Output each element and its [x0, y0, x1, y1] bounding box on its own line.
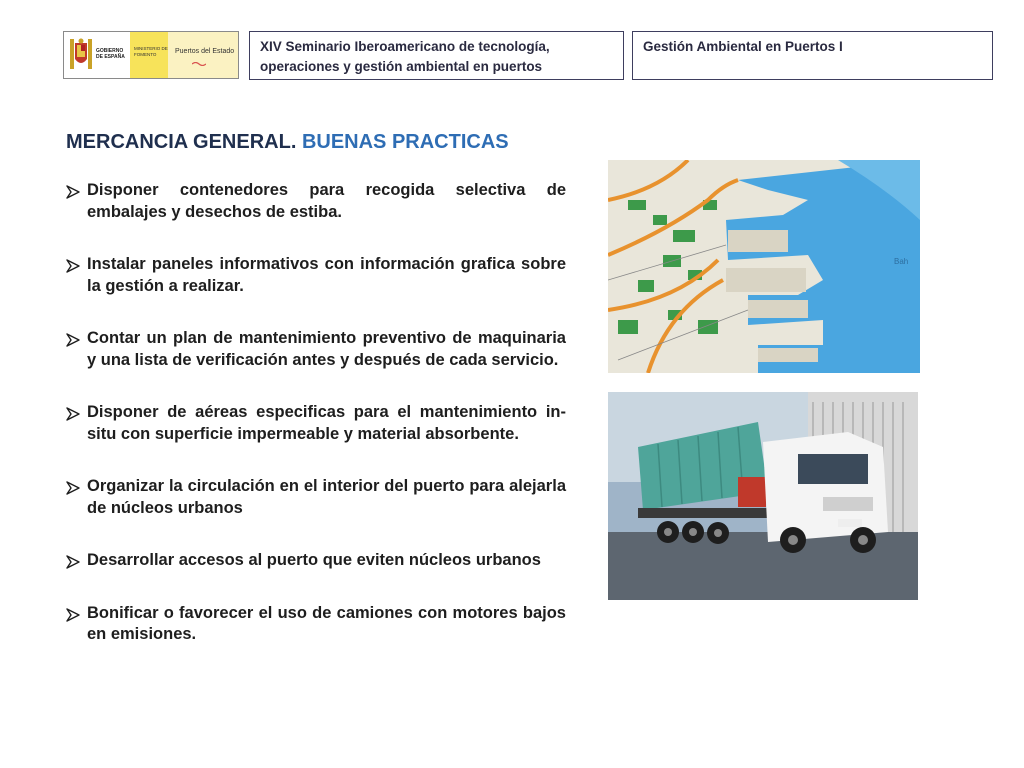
arrow-bullet-icon — [66, 608, 80, 622]
title-accent: BUENAS PRACTICAS — [301, 131, 509, 153]
list-item — [66, 603, 566, 646]
course-title-box: Gestión Ambiental en Puertos I — [632, 31, 993, 80]
list-item — [66, 402, 566, 445]
seminar-title-box: XIV Seminario Iberoamericano de tecnología, operaciones y gestión ambiental en puertos — [249, 31, 624, 80]
best-practices-list — [66, 180, 566, 666]
bullet-text: Organizar la circulación en el interior del puerto para alejarla de núcleos urbanos — [87, 477, 566, 517]
bullet-text: Disponer contenedores para recogida selectiva de embalajes y desechos de estiba. — [87, 181, 566, 221]
coat-of-arms-icon — [68, 37, 94, 73]
port-map-image — [608, 160, 920, 373]
government-logo — [63, 31, 239, 79]
list-item — [66, 328, 566, 371]
container-truck-photo — [608, 392, 918, 600]
list-item — [66, 550, 566, 572]
list-item — [66, 180, 566, 223]
gobierno-label: GOBIERNO DE ESPAÑA — [96, 48, 125, 60]
bullet-text: Disponer de aéreas especificas para el mantenimiento in-situ con superficie impermeable y material absorbente. — [87, 403, 566, 443]
puertos-del-estado-label: Puertos del Estado — [168, 32, 238, 78]
wave-logo-icon — [192, 62, 206, 66]
arrow-bullet-icon — [66, 555, 80, 569]
bullet-text: Bonificar o favorecer el uso de camiones con motores bajos en emisiones. — [87, 603, 566, 643]
title-main: MERCANCIA GENERAL. — [66, 131, 297, 153]
bullet-text: Desarrollar accesos al puerto que eviten núcleos urbanos — [87, 551, 541, 569]
bullet-text: Instalar paneles informativos con información grafica sobre la gestión a realizar. — [87, 255, 566, 295]
bullet-text: Contar un plan de mantenimiento preventivo de maquinaria y una lista de verificación antes y después de cada servicio. — [87, 329, 566, 369]
arrow-bullet-icon — [66, 333, 80, 347]
slide-title — [66, 131, 509, 154]
ministerio-label: MINISTERIO DE FOMENTO — [130, 32, 168, 78]
list-item — [66, 254, 566, 297]
arrow-bullet-icon — [66, 185, 80, 199]
map-label: Bah — [894, 257, 909, 266]
arrow-bullet-icon — [66, 407, 80, 421]
arrow-bullet-icon — [66, 481, 80, 495]
list-item — [66, 476, 566, 519]
arrow-bullet-icon — [66, 259, 80, 273]
